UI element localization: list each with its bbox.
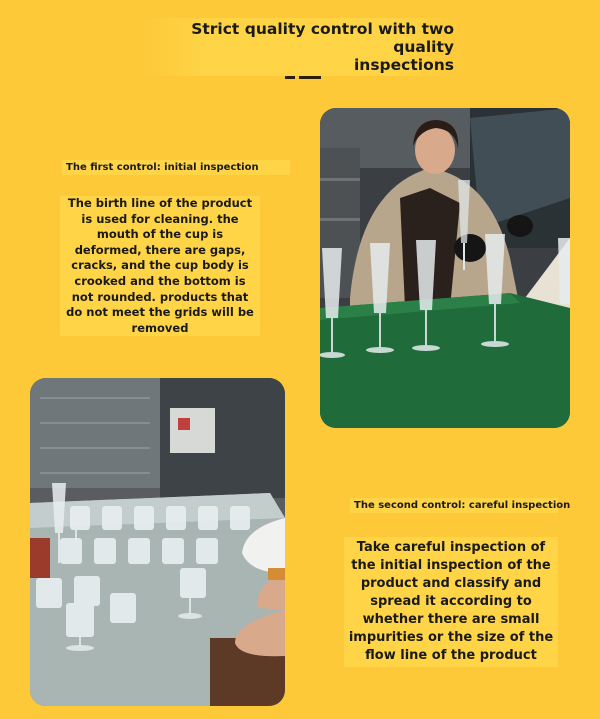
initial-inspection-photo	[320, 108, 570, 428]
page-title-line-2: inspections	[353, 56, 454, 74]
first-control-heading: The first control: initial inspection	[62, 160, 290, 175]
second-control-description: Take careful inspection of the initial inspection of the product and classify and spread it according to whether there are small impurities or the size of the flow line of the product	[344, 537, 558, 667]
page-title	[140, 18, 460, 76]
divider-dash-short	[285, 76, 295, 79]
careful-inspection-photo	[30, 378, 285, 706]
first-control-description: The birth line of the product is used for cleaning. the mouth of the cup is deformed, there are gaps, cracks, and the cup body is crooked and the bottom is not rounded. products that do not meet the grids will be removed	[60, 196, 260, 336]
page-title-line-1: Strict quality control with two quality	[191, 20, 454, 56]
title-divider	[285, 76, 321, 80]
divider-dash-long	[299, 76, 321, 79]
second-control-heading: The second control: careful inspection	[350, 498, 558, 513]
